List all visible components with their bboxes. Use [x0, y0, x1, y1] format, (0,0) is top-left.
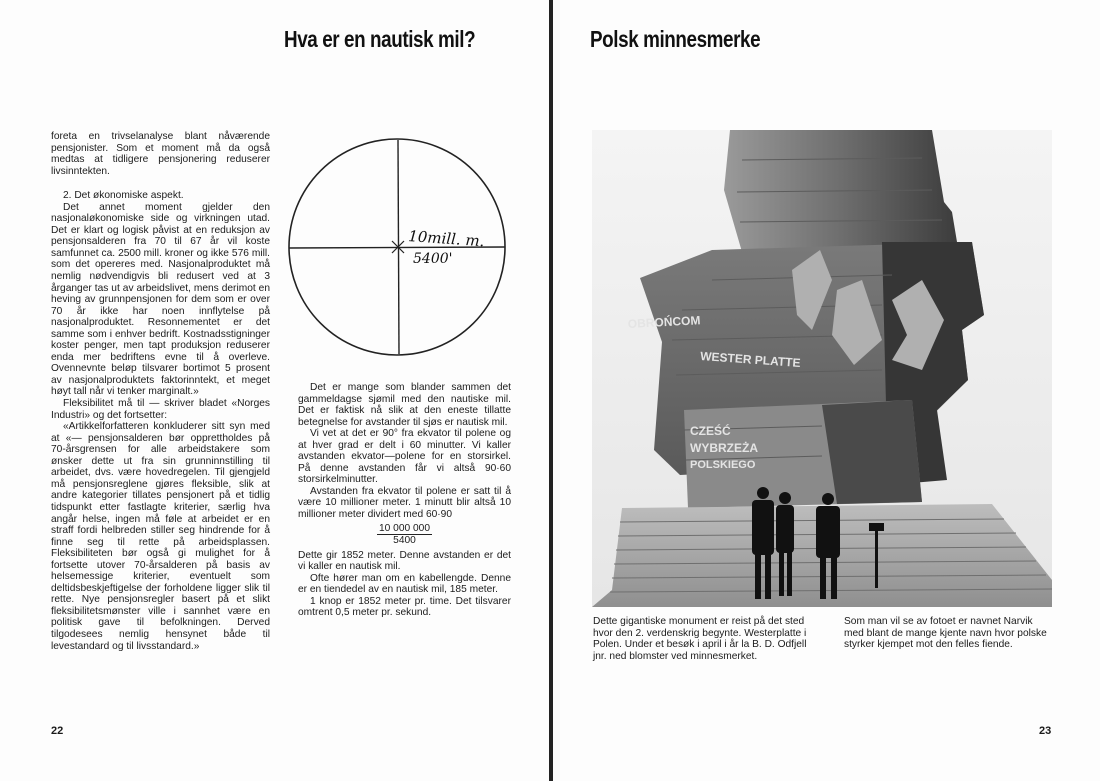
left-headline: Hva er en nautisk mil?	[284, 26, 476, 52]
fraction-denominator: 5400	[393, 535, 416, 547]
paragraph: Dette gir 1852 meter. Denne avstanden er det vi kaller en nautisk mil.	[298, 549, 511, 573]
paragraph: Avstanden fra ekvator til polene er satt til å være 10 millioner meter. 1 minutt blir altså 10 millioner meter dividert med 60·90	[298, 485, 511, 521]
inscription-text: OBROŃCOM	[627, 313, 701, 331]
paragraph: Det annet moment gjelder den nasjonaløkonomiske side og virkningen utad. Det er klart og logisk påvist at en reduksjon av pensjonsalderen fra 70 til 67 år vil koste samfunnet ca. 2500 mill. kroner og ikke 576 mill. som det opereres med. Nasjonalproduktet må nemlig nødvendigvis bli redusert ved at 3 årganger tas ut av arbeidslivet, mens derimot en heving av grunnpensjonen for dem som er over 70 år ikke har noen innflytelse på nasjonalproduktet. Resonnementet er det samme som i enhver bedrift. Kostnadsstigninger koster penger, men tapt produksjon reduserer enda mer bedriftens evne til å overleve. Ovennevnte beløp tilsvarer bortimot 5 prosent av nasjonalproduktets faktorinntekt, et meget høyt tall når vi tenker marginalt.»	[51, 201, 270, 398]
right-page	[553, 0, 1100, 781]
paragraph: Vi vet at det er 90° fra ekvator til polene og at hver grad er delt i 60 minutter. Vi kaller avstanden ekvator—polene for en storsirkel. På denne avstanden får vi altså 90·60 storsirkelminutter.	[298, 428, 511, 486]
page-number: 23	[1039, 725, 1052, 737]
pension-article-column	[51, 131, 270, 652]
circle-diagram	[282, 135, 512, 367]
photo-caption-right: Som man vil se av fotoet er navnet Narvik med blant de mange kjente navn hvor polske styrker kjempet mot den felles fiende.	[844, 616, 1047, 651]
inscription-text: WESTER PLATTE	[699, 349, 801, 370]
paragraph: «Artikkelforfatteren konkluderer sitt syn med at «— pensjonsalderen bør opprettholdes på 70-årsgrensen for alle arbeidstakere som ønsker dette ut fra sin grunninnstilling til arbeidet, dvs. være hovedregelen. Til gjengjeld må pensjonsreglene gjøres fleksible, slik at andre kategorier tillates pensjonert på et tidlig tidspunkt etter fastlagte kriterier, særlig hva angår helse, ingen må føle at arbeidet er en straff fordi helbreden stiller seg hindrende for å finne seg til rette på arbeidsplassen. Fleksibiliteten bør også gi mulighet for å fortsette utover 70-årsalderen på basis av helsemessige kriterier, eventuelt som deltidsbeskjeftigelse der forholdene ligger slik til rette. Nye pensjonsregler basert på et slikt fleksibilitetsmønster ville i sannhet være en politisk gave til befolkningen. Derved tilgodesees nemlig hensynet både til levestandard og til livsstandard.»	[51, 421, 270, 652]
fraction	[298, 523, 511, 547]
monument-photo	[592, 130, 1052, 607]
inscription-text: POLSKIEGO	[690, 459, 756, 471]
nautical-mile-column	[298, 382, 511, 619]
paragraph: Det er mange som blander sammen det gammeldagse sjømil med den nautiske mil. Det er faktisk nå slik at den eneste tillatte betegnelse for avstander til sjøs er nautisk mil.	[298, 382, 511, 428]
right-headline: Polsk minnesmerke	[590, 26, 761, 52]
fraction-numerator: 10 000 000	[379, 522, 430, 534]
paragraph: foreta en trivselanalyse blant nåværende pensjonister. Som et moment må da også medtas at tidligere pensjonering reduserer livsinntekten.	[51, 131, 270, 177]
paragraph: 1 knop er 1852 meter pr. time. Det tilsvarer omtrent 0,5 meter pr. sekund.	[298, 595, 511, 619]
monument-lower-shadow	[822, 400, 922, 504]
paragraph: Fleksibilitet må til — skriver bladet «Norges Industri» og det fortsetter:	[51, 398, 270, 421]
inscription-text: WYBRZEŻA	[690, 441, 758, 455]
minutes-label: 5400'	[413, 251, 453, 267]
photo-caption-left: Dette gigantiske monument er reist på det sted hvor den 2. verdenskrig begynte. Westerplatte i Polen. Under et besøk i april i år la B. D. Odfjell jnr. ned blomster ved minnesmerket.	[593, 616, 807, 662]
inscription-text: CZEŚĆ	[690, 424, 731, 438]
left-page	[0, 0, 549, 781]
section-heading: 2. Det økonomiske aspekt.	[63, 190, 184, 202]
paragraph: Ofte hører man om en kabellengde. Denne er en tiendedel av en nautisk mil, 185 meter.	[298, 572, 511, 596]
distance-label: 10mill. m.	[407, 227, 486, 251]
page-number: 22	[51, 725, 64, 737]
